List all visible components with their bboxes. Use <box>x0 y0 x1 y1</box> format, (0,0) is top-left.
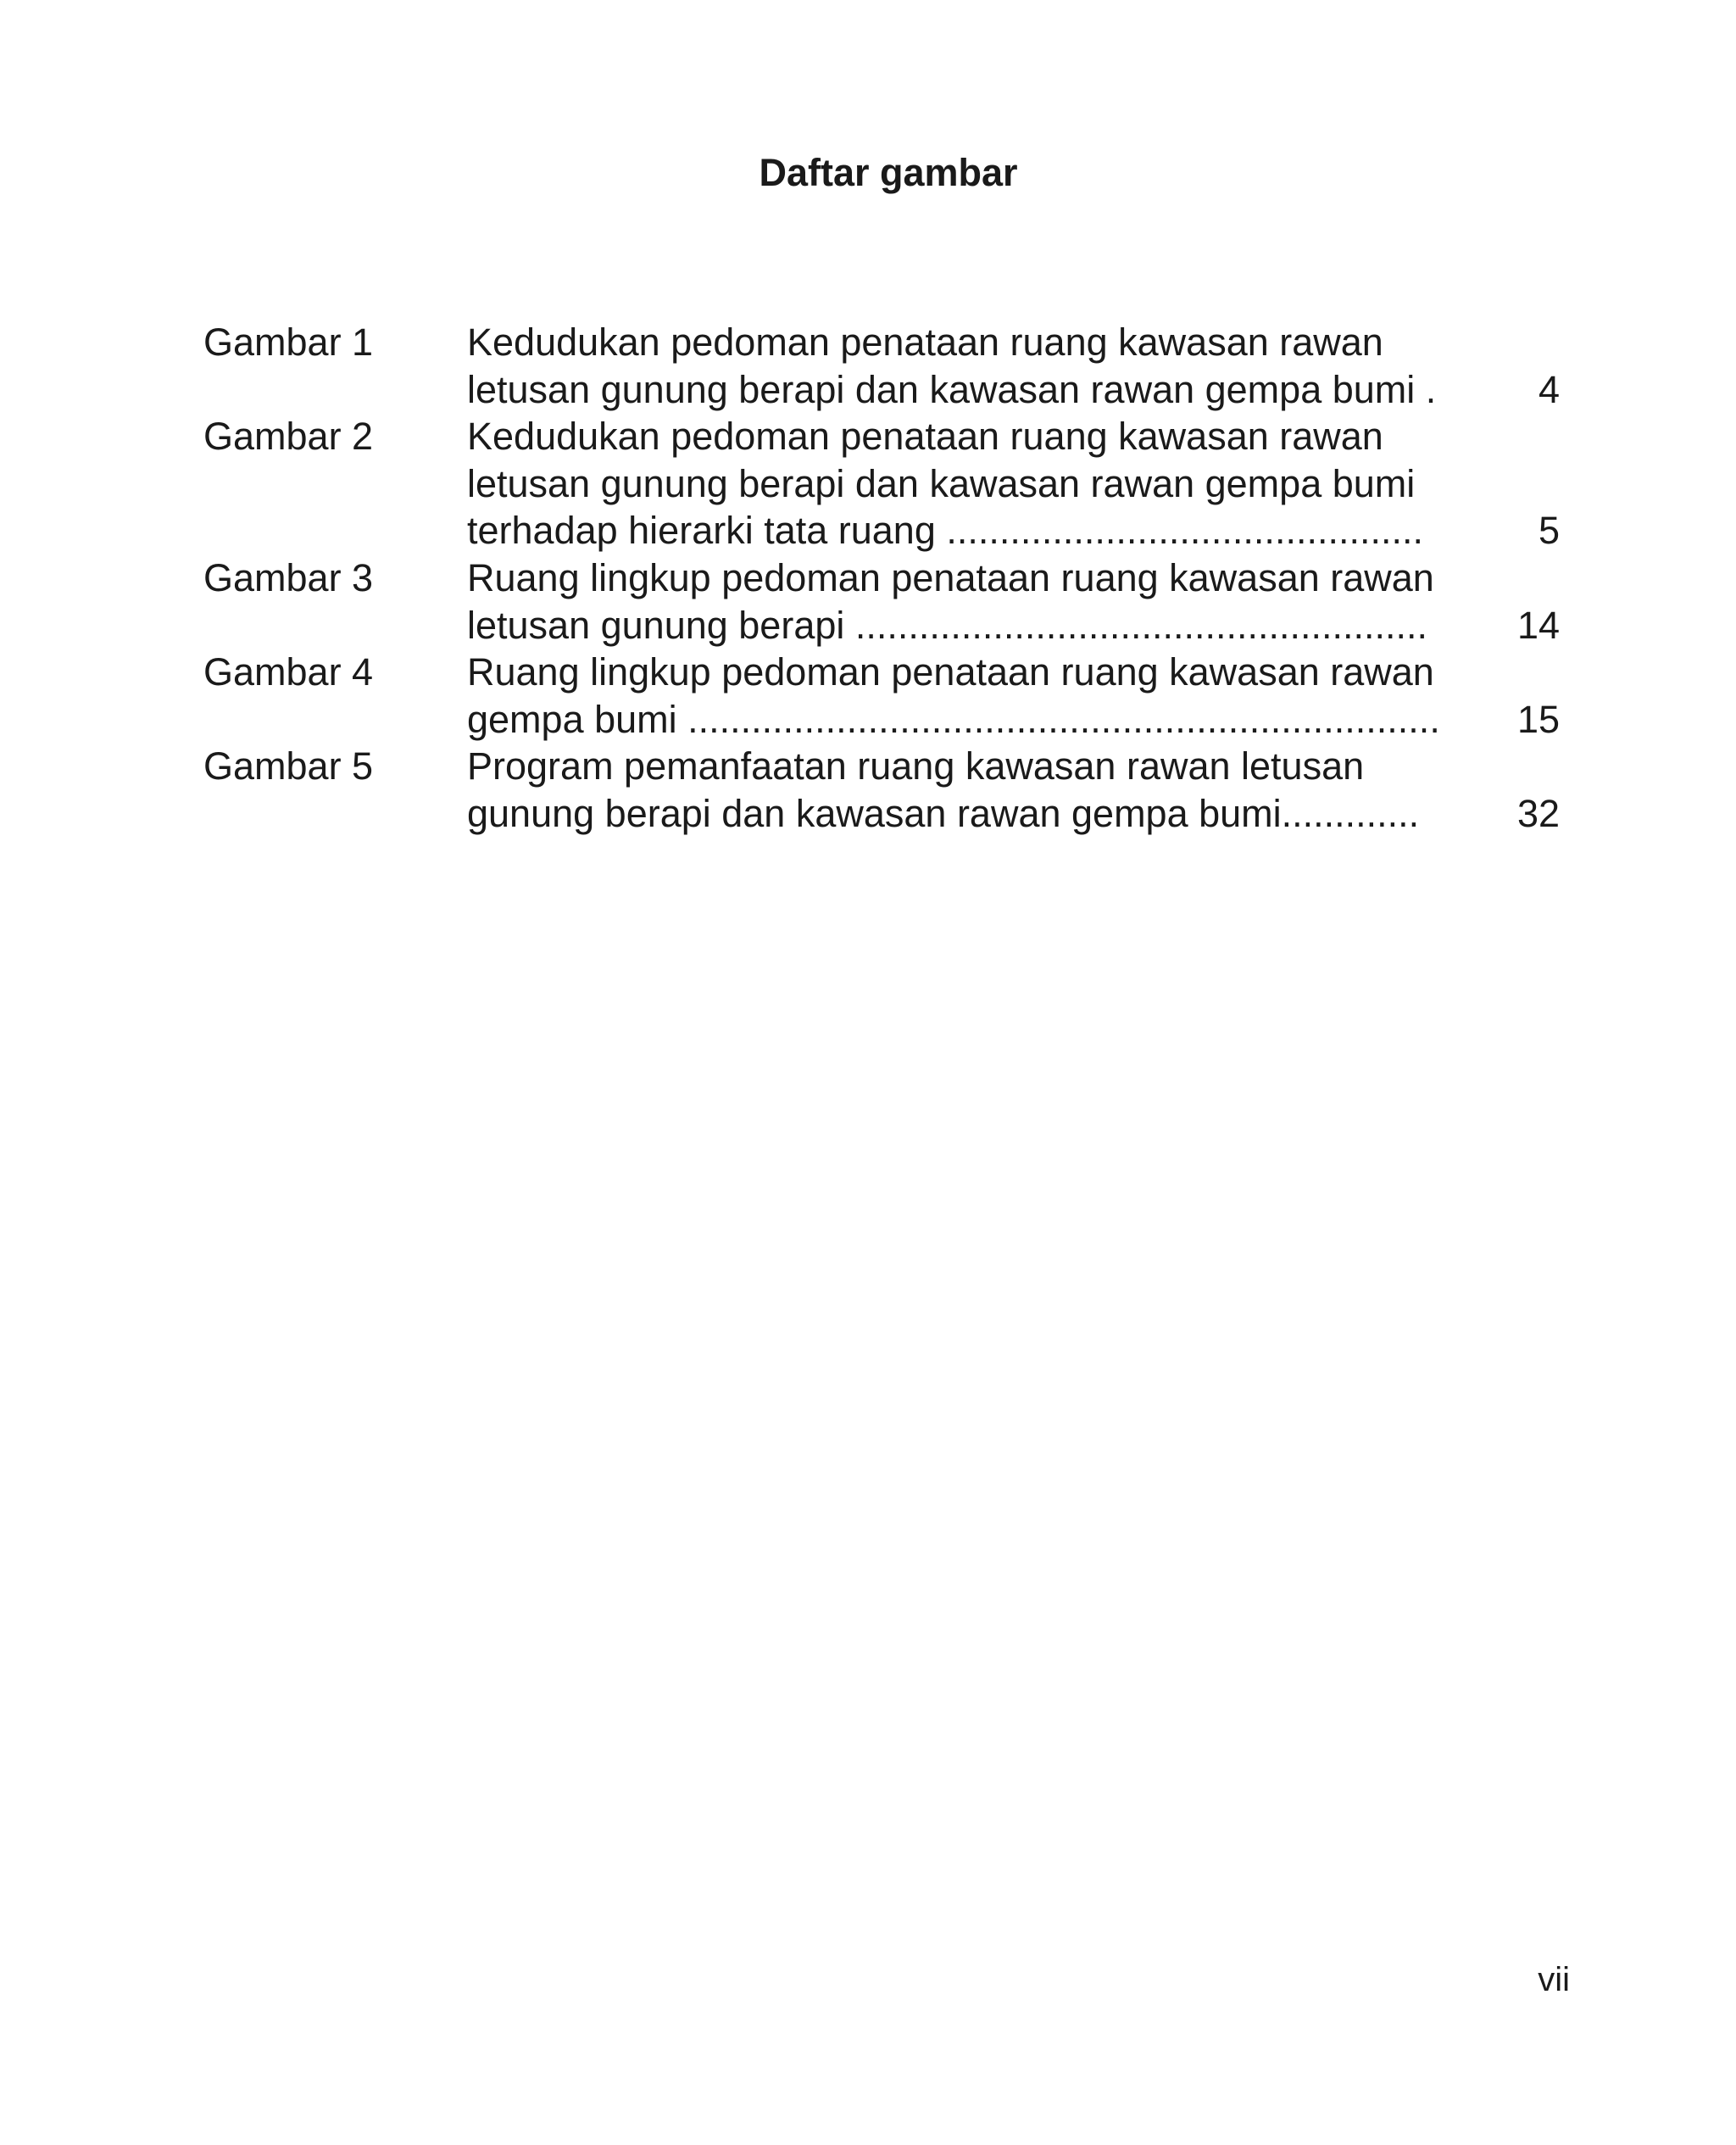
figure-label: Gambar 2 <box>203 415 374 459</box>
caption-line <box>467 507 1560 554</box>
page-title: Daftar gambar <box>759 151 1018 194</box>
leader-dots: ............. <box>1281 791 1420 835</box>
page-number: vii <box>1538 1961 1570 1998</box>
caption-text: terhadap hierarki tata ruang <box>467 509 936 553</box>
page-reference: 15 <box>1516 697 1560 741</box>
figure-entry <box>203 649 1560 743</box>
leader-dots: ....................................................................... <box>676 697 1440 741</box>
caption-line <box>467 319 1560 366</box>
figure-caption <box>467 413 1560 554</box>
caption-line <box>467 696 1560 744</box>
figure-label: Gambar 1 <box>203 320 374 364</box>
caption-line <box>467 790 1560 838</box>
caption-line <box>467 554 1560 602</box>
caption-line <box>467 649 1560 696</box>
leader-dots: ............................................. <box>935 509 1423 553</box>
caption-text: letusan gunung berapi dan kawasan rawan gempa bumi <box>467 461 1416 505</box>
caption-text: Kedudukan pedoman penataan ruang kawasan rawan <box>467 320 1383 364</box>
caption-text: gunung berapi dan kawasan rawan gempa bumi <box>467 791 1282 835</box>
figure-entry <box>203 554 1560 649</box>
caption-line <box>467 743 1560 790</box>
leader-dots: . <box>1415 367 1437 411</box>
caption-text: letusan gunung berapi dan kawasan rawan gempa bumi <box>467 367 1416 411</box>
caption-text: Ruang lingkup pedoman penataan ruang kawasan rawan <box>467 555 1434 599</box>
page-reference: 5 <box>1538 509 1560 553</box>
page-reference: 32 <box>1516 791 1560 835</box>
caption-text: Program pemanfaatan ruang kawasan rawan letusan <box>467 744 1365 788</box>
figure-entry <box>203 413 1560 554</box>
figure-caption <box>467 554 1560 649</box>
caption-line <box>467 366 1560 414</box>
figure-caption <box>467 743 1560 837</box>
figure-label: Gambar 5 <box>203 744 374 788</box>
caption-text: Ruang lingkup pedoman penataan ruang kawasan rawan <box>467 650 1434 694</box>
caption-line <box>467 460 1560 508</box>
figure-label: Gambar 3 <box>203 555 374 599</box>
caption-text: letusan gunung berapi <box>467 603 845 647</box>
page-reference: 4 <box>1538 367 1560 411</box>
page-reference: 14 <box>1516 603 1560 647</box>
caption-line <box>467 413 1560 460</box>
caption-text: Kedudukan pedoman penataan ruang kawasan rawan <box>467 415 1383 459</box>
figure-caption <box>467 319 1560 413</box>
figure-label: Gambar 4 <box>203 650 374 694</box>
caption-line <box>467 602 1560 649</box>
figure-list <box>203 319 1560 838</box>
figure-caption <box>467 649 1560 743</box>
figure-entry <box>203 319 1560 413</box>
leader-dots: ...................................................... <box>844 603 1428 647</box>
figure-entry <box>203 743 1560 837</box>
caption-text: gempa bumi <box>467 697 677 741</box>
